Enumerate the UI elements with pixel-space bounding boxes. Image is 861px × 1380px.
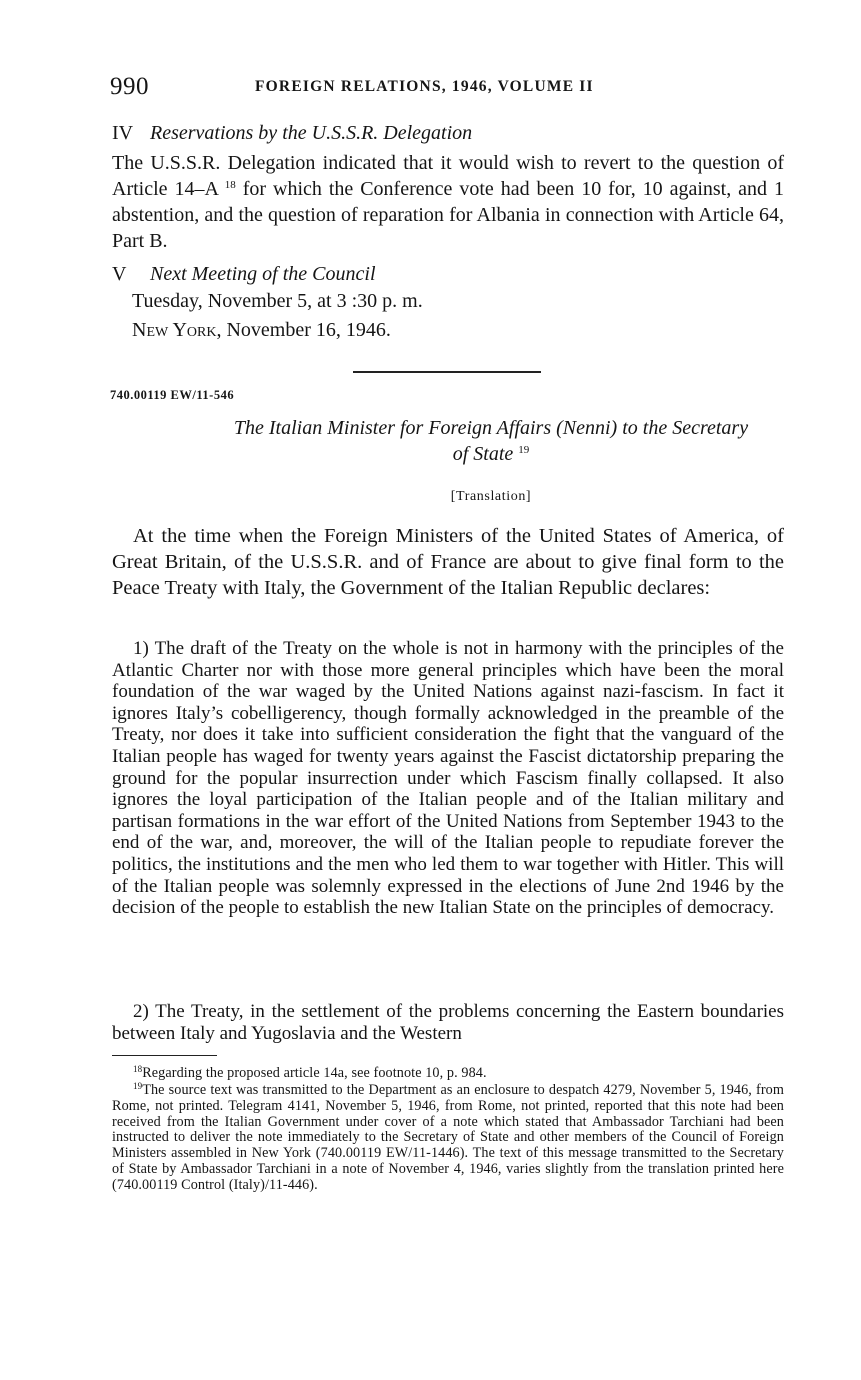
footnote-18	[112, 1066, 784, 1082]
section-v-numeral: V	[112, 263, 127, 285]
document-title-line-2	[110, 441, 861, 467]
page-number: 990	[110, 73, 149, 100]
footnote-19-marker: 19	[133, 1081, 143, 1091]
footnote-rule	[112, 1055, 217, 1056]
footnote-19-text: The source text was transmitted to the Department as an enclosure to despatch 4279, November 5, 1946, from Rome, not printed. Telegram 4141, November 5, 1946, from Rome, not printed, reported that this note had been received from the Italian Government under cover of a note which stated that Ambassador Tarchiani had been instructed to deliver the note immediately to the Secretary of State and other members of the Council of Foreign Ministers assembled in New York (740.00119 EW/11-1446). The text of this message transmitted to the Secretary of State by Ambassador Tarchiani in a note of November 4, 1946, varies slightly from the translation printed here (740.00119 Control (Italy)/11-446).	[112, 1082, 784, 1193]
footnote-18-marker: 18	[133, 1064, 143, 1074]
section-iv-numeral: IV	[112, 122, 134, 144]
section-iv-heading	[112, 120, 812, 146]
running-head: FOREIGN RELATIONS, 1946, VOLUME II	[255, 78, 594, 95]
file-number: 740.00119 EW/11-546	[110, 388, 235, 402]
dateline-place: New York	[132, 319, 217, 341]
section-iv-title: Reservations by the U.S.S.R. Delegation	[150, 122, 473, 144]
section-divider	[353, 371, 541, 373]
intro-paragraph: At the time when the Foreign Ministers of the United States of America, of Great Britain, of the U.S.S.R. and of France are about to give final form to the Peace Treaty with Italy, the Government of the Italian Republic declares:	[112, 525, 784, 599]
footnote-18-text: Regarding the proposed article 14a, see footnote 10, p. 984.	[142, 1065, 487, 1081]
footnote-ref-18[interactable]: 18	[224, 179, 236, 191]
section-iv-paragraph	[112, 150, 784, 254]
dateline	[132, 317, 391, 343]
document-title	[110, 415, 861, 467]
point-2-paragraph: 2) The Treaty, in the settlement of the problems concerning the Eastern boundaries between Italy and Yugoslavia and the Western	[112, 1001, 784, 1044]
section-iv-text-end: for which the Conference vote had been 10 for, 10 against, and 1 abstention, and the question of reparation for Albania in connection with Article 64, Part B.	[112, 178, 785, 252]
meeting-time: Tuesday, November 5, at 3 :30 p. m.	[132, 290, 423, 312]
footnote-ref-19[interactable]: 19	[518, 444, 530, 456]
section-v-heading	[112, 261, 812, 287]
document-title-line-1: The Italian Minister for Foreign Affairs (Nenni) to the Secretary	[233, 417, 749, 439]
section-v-title: Next Meeting of the Council	[150, 263, 376, 285]
dateline-date: , November 16, 1946.	[216, 319, 391, 341]
point-1-paragraph: 1) The draft of the Treaty on the whole is not in harmony with the principles of the Atlantic Charter nor with those more general principles which have been the moral foundation of the war waged by the United Nations against nazi-fascism. In fact it ignores Italy’s cobelligerency, though formally acknowledged in the preamble of the Treaty, nor does it take into sufficient consideration the fight that the vanguard of the Italian people has waged for twenty years against the Fascist dictatorship preparing the ground for the popular insurrection under which Fascism finally collapsed. It also ignores the loyal participation of the Italian people and of the Italian military and partisan formations in the war effort of the United Nations from September 1943 to the end of the war, and, moreover, the will of the Italian people to repudiate forever the politics, the institutions and the men who led them to war together with Hitler. This will of the Italian people was solemnly expressed in the elections of June 2nd 1946 by the decision of the people to establish the new Italian State on the principles of democracy.	[112, 638, 784, 919]
footnote-19	[112, 1083, 784, 1194]
section-iv-text-start: The U.S.S.R. Delegation indicated that it would wish to revert to the question of Article 14–A	[112, 152, 784, 200]
translation-note: [Translation]	[450, 489, 532, 504]
document-title-line-2-text: of State	[452, 443, 514, 465]
